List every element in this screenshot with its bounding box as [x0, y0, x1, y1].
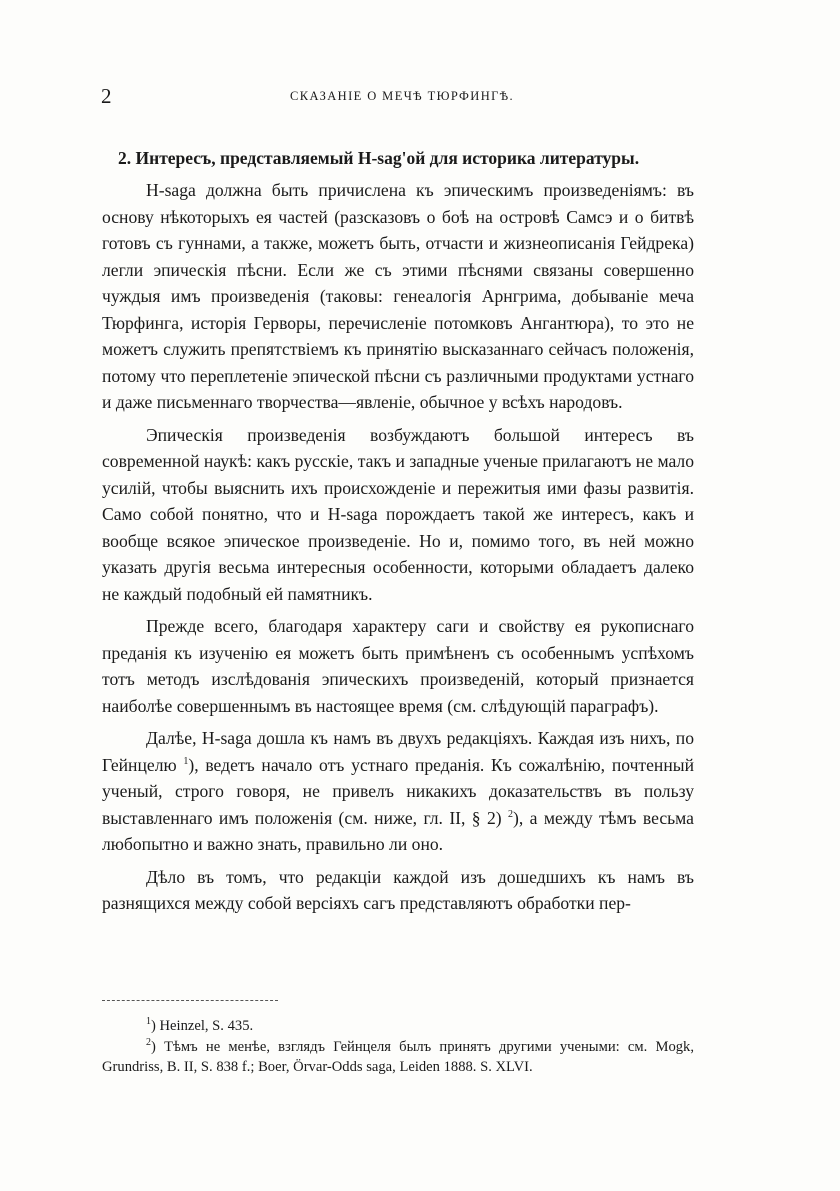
text-run: Далѣе, H-saga дошла къ намъ въ двухъ редакціяхъ. Каждая изъ нихъ, по Гейнцелю [102, 728, 694, 775]
paragraph: H-saga должна быть причислена къ эпическимъ произведеніямъ: въ основу нѣкоторыхъ ея частей (разсказовъ о боѣ на островѣ Самсэ и о битвѣ готовъ съ гуннами, а также, можетъ быть, отчасти и жизнеописанія Гейдрека) легли эпическія пѣсни. Если же съ этими пѣснями связаны совершенно чуждыя имъ произведенія (таковы: генеалогія Арнгрима, добываніе меча Тюрфинга, исторія Герворы, перечисленіе потомковъ Ангантюра), то это не можетъ служить препятствіемъ къ принятію высказаннаго сейчасъ положенія, потому что переплетеніе эпической пѣсни съ различными продуктами устнаго и даже письменнаго творчества—явленіе, обычное у всѣхъ народовъ. [102, 180, 694, 412]
footnote-2 [102, 1037, 694, 1078]
text-run: ), ведетъ начало отъ устнаго преданія. Къ сожалѣнію, почтенный ученый, строго говоря, не привелъ никакихъ доказательствъ въ пользу выставленнаго имъ положенія (см. ниже, гл. II, § 2) [102, 754, 694, 828]
footnote-text: ) Тѣмъ не менѣе, взглядъ Гейнцеля былъ принятъ другими учеными: см. Mogk, Grundriss, B. II, S. 838 f.; Boer, Örvar-Odds saga, Leiden 1888. S. XLVI. [102, 1038, 694, 1075]
footnote-ref-1: 1 [183, 755, 189, 767]
section-heading: 2. Интересъ, представляемый H-sag'ой для историка литературы. [118, 148, 640, 168]
footnote-ref-2: 2 [508, 808, 514, 820]
paragraph-with-footnote-refs [102, 725, 694, 858]
main-text [102, 177, 694, 923]
paragraph: Дѣло въ томъ, что редакціи каждой изъ дошедшихъ къ намъ въ разнящихся между собой версіяхъ сагъ представляютъ обработки пер- [102, 866, 694, 913]
text-run: ), а между тѣмъ весьма любопытно и важно знать, правильно ли оно. [102, 807, 694, 854]
paragraph: Эпическія произведенія возбуждаютъ большой интересъ въ современной наукѣ: какъ русскіе, такъ и западные ученые прилагаютъ не мало усилій, чтобы выяснить ихъ происхожденіе и пережитыя ими фазы развитія. Само собой понятно, что и H-saga порождаетъ такой же интересъ, какъ и вообще всякое эпическое произведеніе. Но и, помимо того, въ ней можно указать другія весьма интересныя особенности, которыми обладаетъ далеко не каждый подобный ей памятникъ. [102, 424, 694, 604]
footnote-1 [102, 1016, 694, 1037]
paragraph: Прежде всего, благодаря характеру саги и свойству ея рукописнаго преданія къ изученію ея можетъ быть примѣненъ съ особеннымъ успѣхомъ тотъ методъ изслѣдованія эпическихъ произведеній, который признается наиболѣе совершеннымъ въ настоящее время (см. слѣдующій параграфъ). [102, 616, 694, 716]
footnotes [102, 1016, 694, 1078]
footnote-mark: 2 [146, 1036, 151, 1048]
page-number: 2 [101, 84, 112, 108]
running-title: СКАЗАНІЕ О МЕЧѢ ТЮРФИНГѢ. [290, 89, 515, 103]
footnote-text: ) Heinzel, S. 435. [151, 1018, 254, 1034]
footnote-separator [102, 1000, 278, 1001]
footnote-mark: 1 [146, 1016, 151, 1028]
